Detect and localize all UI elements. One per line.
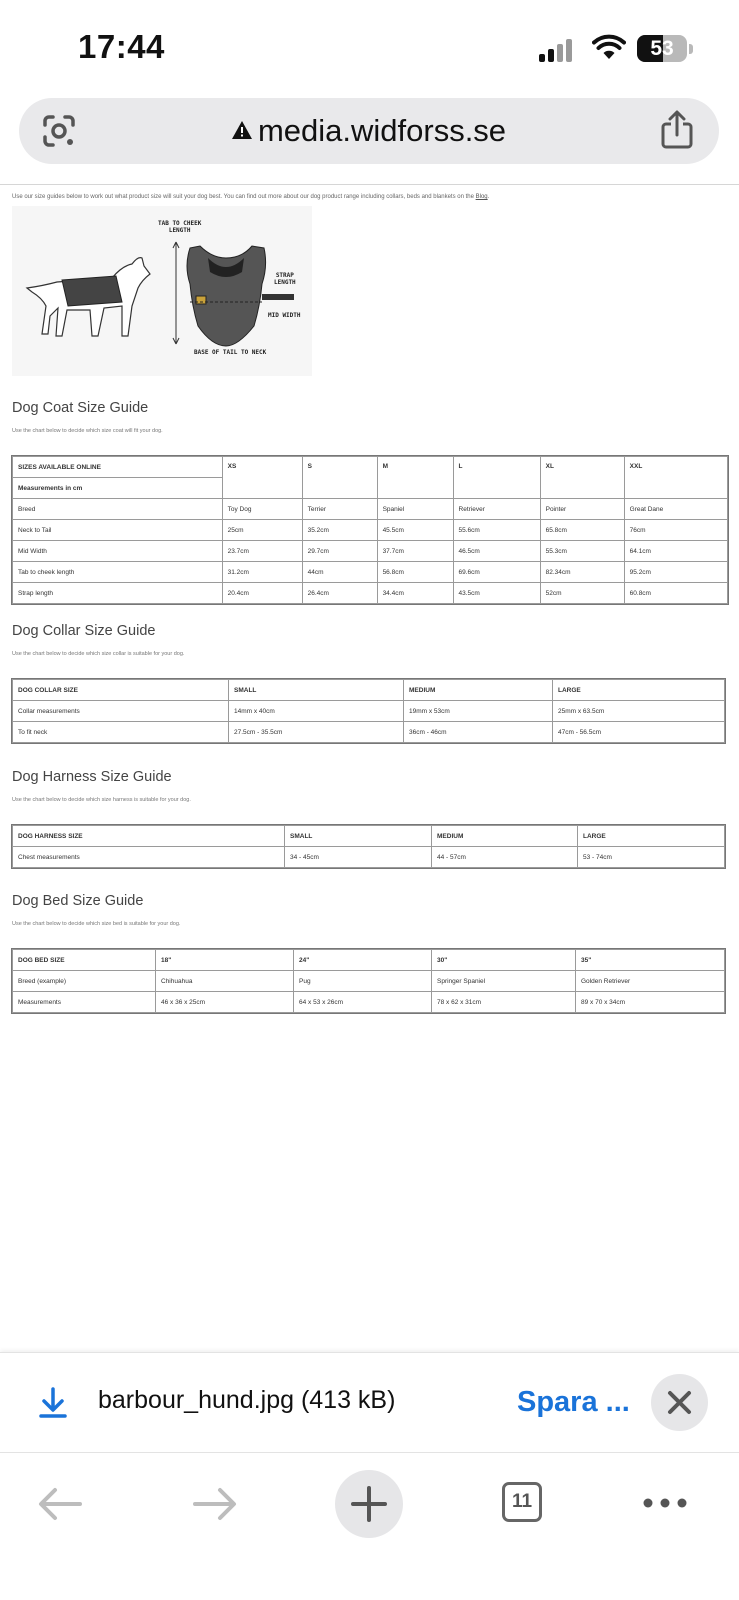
cell: 64.1cm: [624, 541, 727, 562]
cell: Pointer: [540, 499, 624, 520]
cell: 44cm: [302, 562, 377, 583]
cell: 76cm: [624, 520, 727, 541]
table-row: [13, 847, 725, 868]
header-cell: XS: [222, 457, 302, 499]
cell: 52cm: [540, 583, 624, 604]
battery-tip: [689, 44, 693, 54]
cell: 37.7cm: [377, 541, 453, 562]
collar-guide-title: Dog Collar Size Guide: [12, 623, 156, 639]
new-tab-button[interactable]: [335, 1470, 403, 1538]
cell: Spaniel: [377, 499, 453, 520]
cell: 89 x 70 x 34cm: [576, 992, 725, 1013]
battery-level: 53: [650, 37, 674, 60]
cell: 43.5cm: [453, 583, 540, 604]
tab-to-cheek-label: TAB TO CHEEK LENGTH: [158, 220, 202, 234]
save-button[interactable]: Spara ...: [517, 1386, 630, 1418]
header-cell: LARGE: [578, 826, 725, 847]
cell: 55.3cm: [540, 541, 624, 562]
mid-width-label: MID WIDTH: [268, 312, 301, 319]
dismiss-download-button[interactable]: [651, 1374, 708, 1431]
tab-switcher-button[interactable]: 11: [502, 1482, 542, 1522]
cell: 34 - 45cm: [285, 847, 432, 868]
harness-guide-subtitle: Use the chart below to decide which size harness is suitable for your dog.: [12, 797, 191, 803]
table-header-row: [13, 680, 725, 701]
cell: 45.5cm: [377, 520, 453, 541]
cell: Measurements: [13, 992, 156, 1013]
cell: Collar measurements: [13, 701, 229, 722]
cell: Terrier: [302, 499, 377, 520]
cell: 36cm - 46cm: [404, 722, 553, 743]
warning-icon: [232, 121, 252, 139]
table-header-row: [13, 950, 725, 971]
table-row: [13, 722, 725, 743]
cell: Golden Retriever: [576, 971, 725, 992]
table-row: [13, 541, 728, 562]
cell: 55.6cm: [453, 520, 540, 541]
cell: 20.4cm: [222, 583, 302, 604]
cell: 19mm x 53cm: [404, 701, 553, 722]
status-time: 17:44: [78, 28, 165, 65]
divider: [0, 184, 739, 185]
collar-guide-subtitle: Use the chart below to decide which size collar is suitable for your dog.: [12, 651, 185, 657]
cell: 69.6cm: [453, 562, 540, 583]
header-cell: 35": [576, 950, 725, 971]
cell: 56.8cm: [377, 562, 453, 583]
cell: 82.34cm: [540, 562, 624, 583]
cell: 27.5cm - 35.5cm: [229, 722, 404, 743]
forward-arrow-icon[interactable]: [193, 1487, 237, 1521]
coat-size-table: [12, 456, 728, 604]
header-cell: 18": [156, 950, 294, 971]
strap-length-label: STRAP LENGTH: [274, 272, 296, 286]
header-cell: S: [302, 457, 377, 499]
cell: Retriever: [453, 499, 540, 520]
cell: 29.7cm: [302, 541, 377, 562]
intro-text: Use our size guides below to work out what product size will suit your dog best. You can find out more about our dog product range including collars, beds and blankets on the Blog.: [12, 194, 490, 200]
cell: 53 - 74cm: [578, 847, 725, 868]
cell: 14mm x 40cm: [229, 701, 404, 722]
cell: Breed (example): [13, 971, 156, 992]
header-cell: DOG COLLAR SIZE: [13, 680, 229, 701]
cell: 46.5cm: [453, 541, 540, 562]
intro-sentence: Use our size guides below to work out what product size will suit your dog best. You can find out more about our dog product range including collars, beds and blankets on the: [12, 194, 474, 200]
cell: Breed: [13, 499, 223, 520]
cell: 95.2cm: [624, 562, 727, 583]
web-page: [12, 188, 730, 1006]
download-icon: [38, 1387, 68, 1419]
base-of-tail-label: BASE OF TAIL TO NECK: [194, 349, 267, 356]
download-bar: [0, 1352, 739, 1453]
blog-link[interactable]: Blog: [475, 194, 488, 200]
cell: 25cm: [222, 520, 302, 541]
header-cell: MEDIUM: [404, 680, 553, 701]
wifi-icon: [592, 34, 626, 60]
coat-guide-title: Dog Coat Size Guide: [12, 400, 149, 416]
cell: Springer Spaniel: [432, 971, 576, 992]
harness-size-table: [12, 825, 725, 868]
table-row: [13, 971, 725, 992]
close-icon: [667, 1390, 692, 1415]
harness-guide-title: Dog Harness Size Guide: [12, 769, 172, 785]
download-filename: barbour_hund.jpg (413 kB): [98, 1386, 396, 1414]
cell: 23.7cm: [222, 541, 302, 562]
cell: 60.8cm: [624, 583, 727, 604]
cell: 31.2cm: [222, 562, 302, 583]
cell: To fit neck: [13, 722, 229, 743]
cell: Neck to Tail: [13, 520, 223, 541]
size-diagram-image: [12, 206, 312, 376]
table-row: [13, 992, 725, 1013]
header-cell: SIZES AVAILABLE ONLINE: [13, 457, 223, 478]
coat-guide-subtitle: Use the chart below to decide which size coat will fit your dog.: [12, 428, 163, 434]
cell: 25mm x 63.5cm: [553, 701, 725, 722]
table-row: [13, 499, 728, 520]
cell: Toy Dog: [222, 499, 302, 520]
header-cell: M: [377, 457, 453, 499]
cell: 65.8cm: [540, 520, 624, 541]
more-menu-icon[interactable]: [643, 1498, 687, 1508]
table-row: [13, 520, 728, 541]
header-cell: DOG BED SIZE: [13, 950, 156, 971]
header-cell: SMALL: [285, 826, 432, 847]
table-header-row: [13, 826, 725, 847]
cell: Strap length: [13, 583, 223, 604]
url-domain: media.widforss.se: [257, 113, 507, 148]
table-row: [13, 583, 728, 604]
collar-size-table: [12, 679, 725, 743]
header-cell: L: [453, 457, 540, 499]
plus-icon: [351, 1486, 387, 1522]
header-cell: XXL: [624, 457, 727, 499]
bottom-toolbar: [0, 1453, 739, 1600]
status-bar: [0, 0, 739, 96]
cell: 34.4cm: [377, 583, 453, 604]
header-cell: LARGE: [553, 680, 725, 701]
header-cell: XL: [540, 457, 624, 499]
header-cell: DOG HARNESS SIZE: [13, 826, 285, 847]
table-header-row: [13, 457, 728, 478]
cell: 44 - 57cm: [432, 847, 578, 868]
bed-guide-title: Dog Bed Size Guide: [12, 893, 144, 909]
cell: 78 x 62 x 31cm: [432, 992, 576, 1013]
header-cell: 24": [294, 950, 432, 971]
cell: 35.2cm: [302, 520, 377, 541]
cell: 26.4cm: [302, 583, 377, 604]
url-text[interactable]: [19, 113, 719, 149]
bed-size-table: [12, 949, 725, 1013]
cellular-signal-icon: [539, 38, 577, 62]
measurements-label: Measurements in cm: [13, 478, 223, 499]
table-row: [13, 562, 728, 583]
back-arrow-icon[interactable]: [38, 1487, 82, 1521]
header-cell: MEDIUM: [432, 826, 578, 847]
cell: Chest measurements: [13, 847, 285, 868]
cell: Tab to cheek length: [13, 562, 223, 583]
cell: 46 x 36 x 25cm: [156, 992, 294, 1013]
cell: Great Dane: [624, 499, 727, 520]
share-icon[interactable]: [659, 110, 695, 150]
header-cell: 30": [432, 950, 576, 971]
bed-guide-subtitle: Use the chart below to decide which size bed is suitable for your dog.: [12, 921, 181, 927]
cell: 64 x 53 x 26cm: [294, 992, 432, 1013]
battery-icon: [637, 35, 687, 62]
header-cell: SMALL: [229, 680, 404, 701]
address-bar[interactable]: [19, 98, 719, 164]
cell: Mid Width: [13, 541, 223, 562]
cell: Chihuahua: [156, 971, 294, 992]
cell: Pug: [294, 971, 432, 992]
cell: 47cm - 56.5cm: [553, 722, 725, 743]
table-row: [13, 701, 725, 722]
